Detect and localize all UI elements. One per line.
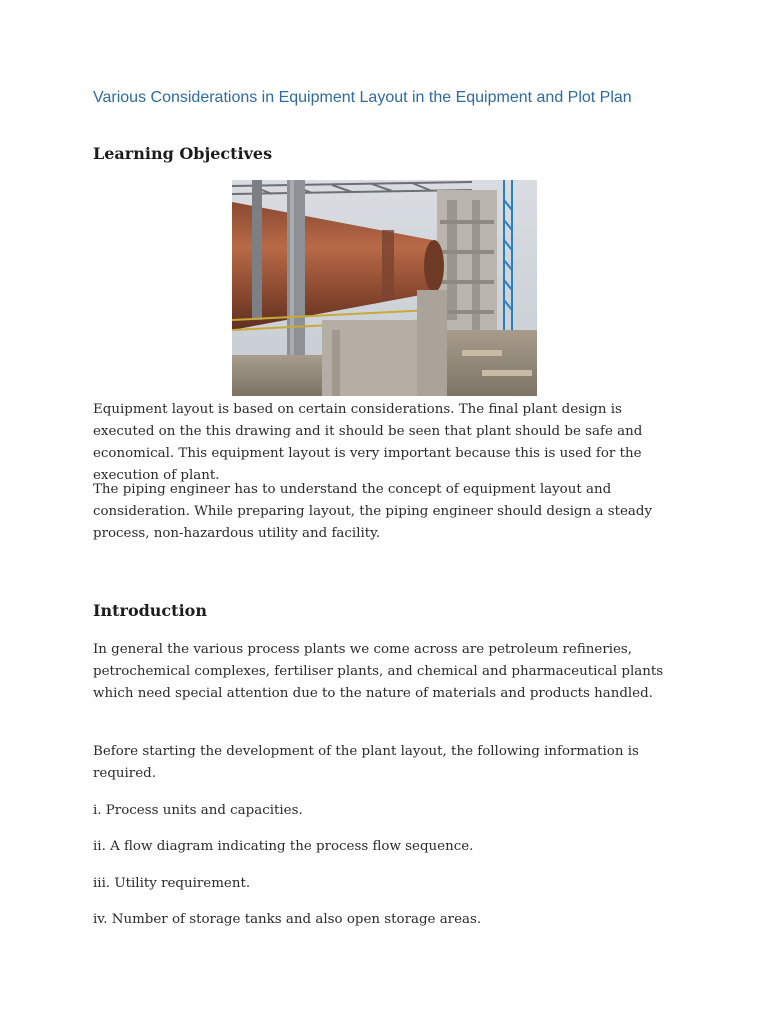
introduction-heading: Introduction xyxy=(93,601,207,620)
list-item: iv. Number of storage tanks and also open storage areas. xyxy=(93,912,482,927)
paragraph-process-plants: In general the various process plants we come across are petroleum refineries, petrochemical complexes, fertiliser plants, and chemical and pharmaceutical plants which need special attention due to the nature of materials and products handled. xyxy=(93,642,664,701)
list-item: i. Process units and capacities. xyxy=(93,803,303,818)
paragraph-required-info: Before starting the development of the plant layout, the following information is required. xyxy=(93,744,639,781)
learning-objectives-heading: Learning Objectives xyxy=(93,144,273,163)
paragraph-piping-engineer: The piping engineer has to understand the concept of equipment layout and consideration. While preparing layout, the piping engineer should design a steady process, non-hazardous utility and facility. xyxy=(93,482,653,541)
list-item: ii. A flow diagram indicating the process flow sequence. xyxy=(93,839,474,854)
document-title: Various Considerations in Equipment Layout in the Equipment and Plot Plan xyxy=(93,89,632,106)
rotary-kiln-photo xyxy=(232,180,537,396)
paragraph-equipment-layout: Equipment layout is based on certain considerations. The final plant design is executed on the this drawing and it should be seen that plant should be safe and economical. This equipment layout is very important because this is used for the execution of plant. xyxy=(93,402,643,483)
list-item: iii. Utility requirement. xyxy=(93,876,251,891)
